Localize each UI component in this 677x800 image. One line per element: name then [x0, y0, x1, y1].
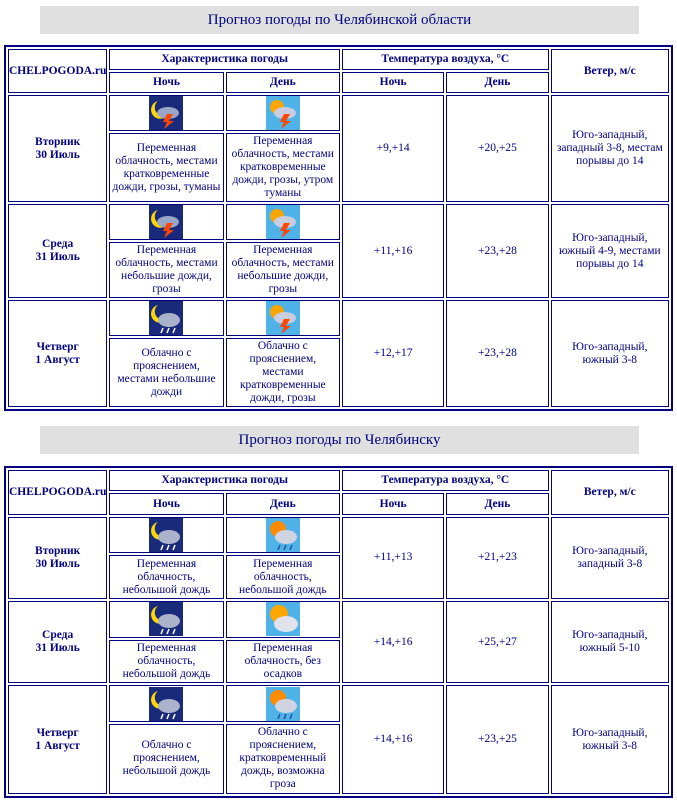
night-description: Переменная облачность, местами небольшие дожди, грозы [109, 242, 223, 298]
header-characteristic: Характеристика погоды [109, 470, 340, 491]
wind-value: Юго-западный, западный 3-8 [551, 517, 669, 599]
night-icon-cell [109, 95, 223, 131]
header-temp-night: Ночь [342, 72, 444, 93]
day-icon-cell [226, 300, 340, 336]
wind-value: Юго-западный, южный 3-8 [551, 685, 669, 794]
day-description: Переменная облачность, местами кратковременные дожди, грозы, утром туманы [226, 133, 340, 202]
table-row [8, 601, 669, 638]
night-icon-cell [109, 300, 223, 336]
temp-night: +11,+16 [342, 204, 444, 298]
night-icon-cell [109, 204, 223, 240]
sun-thunderstorm-icon [266, 205, 300, 239]
day-description: Облачно с прояснением, кратковременный дождь, возможна гроза [226, 724, 340, 794]
header-wind: Ветер, м/с [551, 49, 669, 93]
sun-thunderstorm-icon [266, 96, 300, 130]
header-wind: Ветер, м/с [551, 470, 669, 515]
temp-night: +14,+16 [342, 601, 444, 683]
temp-day: +25,+27 [446, 601, 548, 683]
temp-day: +23,+25 [446, 685, 548, 794]
moon-rain-cloud-icon [149, 518, 183, 552]
night-description: Облачно с прояснением, небольшой дождь [109, 724, 223, 794]
moon-thunderstorm-icon [149, 96, 183, 130]
sun-thunderstorm-icon [266, 301, 300, 335]
temp-night: +14,+16 [342, 685, 444, 794]
city-forecast-table [4, 466, 673, 798]
moon-thunderstorm-icon [149, 205, 183, 239]
day-label: Среда 31 Июль [8, 204, 107, 298]
sun-rain-cloud-icon [266, 687, 300, 721]
day-description: Переменная облачность, местами небольшие дожди, грозы [226, 242, 340, 298]
wind-value: Юго-западный, южный 4-9, местами порывы до 14 [551, 204, 669, 298]
moon-rain-cloud-icon [149, 687, 183, 721]
table-row [8, 300, 669, 336]
temp-day: +23,+28 [446, 300, 548, 407]
wind-value: Юго-западный, южный 3-8 [551, 300, 669, 407]
day-label: Среда 31 Июль [8, 601, 107, 683]
header-day: День [226, 493, 340, 514]
header-temp-day: День [446, 493, 548, 514]
night-icon-cell [109, 685, 223, 722]
night-icon-cell [109, 601, 223, 638]
header-temp-night: Ночь [342, 493, 444, 514]
header-night: Ночь [109, 72, 223, 93]
night-icon-cell [109, 517, 223, 554]
region-forecast-title: Прогноз погоды по Челябинской области [40, 6, 639, 34]
day-icon-cell [226, 95, 340, 131]
night-description: Переменная облачность, небольшой дождь [109, 640, 223, 684]
header-temperature: Температура воздуха, °C [342, 470, 549, 491]
day-description: Облачно с прояснением, местами кратковременные дожди, грозы [226, 338, 340, 407]
header-characteristic: Характеристика погоды [109, 49, 340, 70]
day-icon-cell [226, 601, 340, 638]
header-night: Ночь [109, 493, 223, 514]
header-day: День [226, 72, 340, 93]
night-description: Облачно с прояснением, местами небольшие дожди [109, 338, 223, 407]
temp-night: +12,+17 [342, 300, 444, 407]
temp-night: +9,+14 [342, 95, 444, 202]
sun-rain-cloud-icon [266, 518, 300, 552]
table-row [8, 95, 669, 131]
moon-rain-cloud-icon [149, 602, 183, 636]
header-temp-day: День [446, 72, 548, 93]
day-label: Четверг 1 Август [8, 685, 107, 794]
temp-day: +21,+23 [446, 517, 548, 599]
night-description: Переменная облачность, местами кратковременные дожди, грозы, туманы [109, 133, 223, 202]
temp-day: +20,+25 [446, 95, 548, 202]
day-label: Четверг 1 Август [8, 300, 107, 407]
day-description: Переменная облачность, небольшой дождь [226, 555, 340, 599]
day-description: Переменная облачность, без осадков [226, 640, 340, 684]
day-label: Вторник 30 Июль [8, 95, 107, 202]
moon-rain-cloud-icon [149, 301, 183, 335]
site-name: CHELPOGODA.ru [8, 470, 107, 515]
day-icon-cell [226, 204, 340, 240]
region-forecast-table [4, 45, 673, 411]
temp-day: +23,+28 [446, 204, 548, 298]
header-temperature: Температура воздуха, °C [342, 49, 549, 70]
temp-night: +11,+13 [342, 517, 444, 599]
city-forecast-title: Прогноз погоды по Челябинску [40, 426, 639, 454]
sun-cloud-icon [266, 602, 300, 636]
table-row [8, 685, 669, 722]
night-description: Переменная облачность, небольшой дождь [109, 555, 223, 599]
table-row [8, 204, 669, 240]
day-icon-cell [226, 685, 340, 722]
day-icon-cell [226, 517, 340, 554]
table-row [8, 517, 669, 554]
wind-value: Юго-западный, южный 5-10 [551, 601, 669, 683]
wind-value: Юго-западный, западный 3-8, местам порывы до 14 [551, 95, 669, 202]
day-label: Вторник 30 Июль [8, 517, 107, 599]
site-name: CHELPOGODA.ru [8, 49, 107, 93]
